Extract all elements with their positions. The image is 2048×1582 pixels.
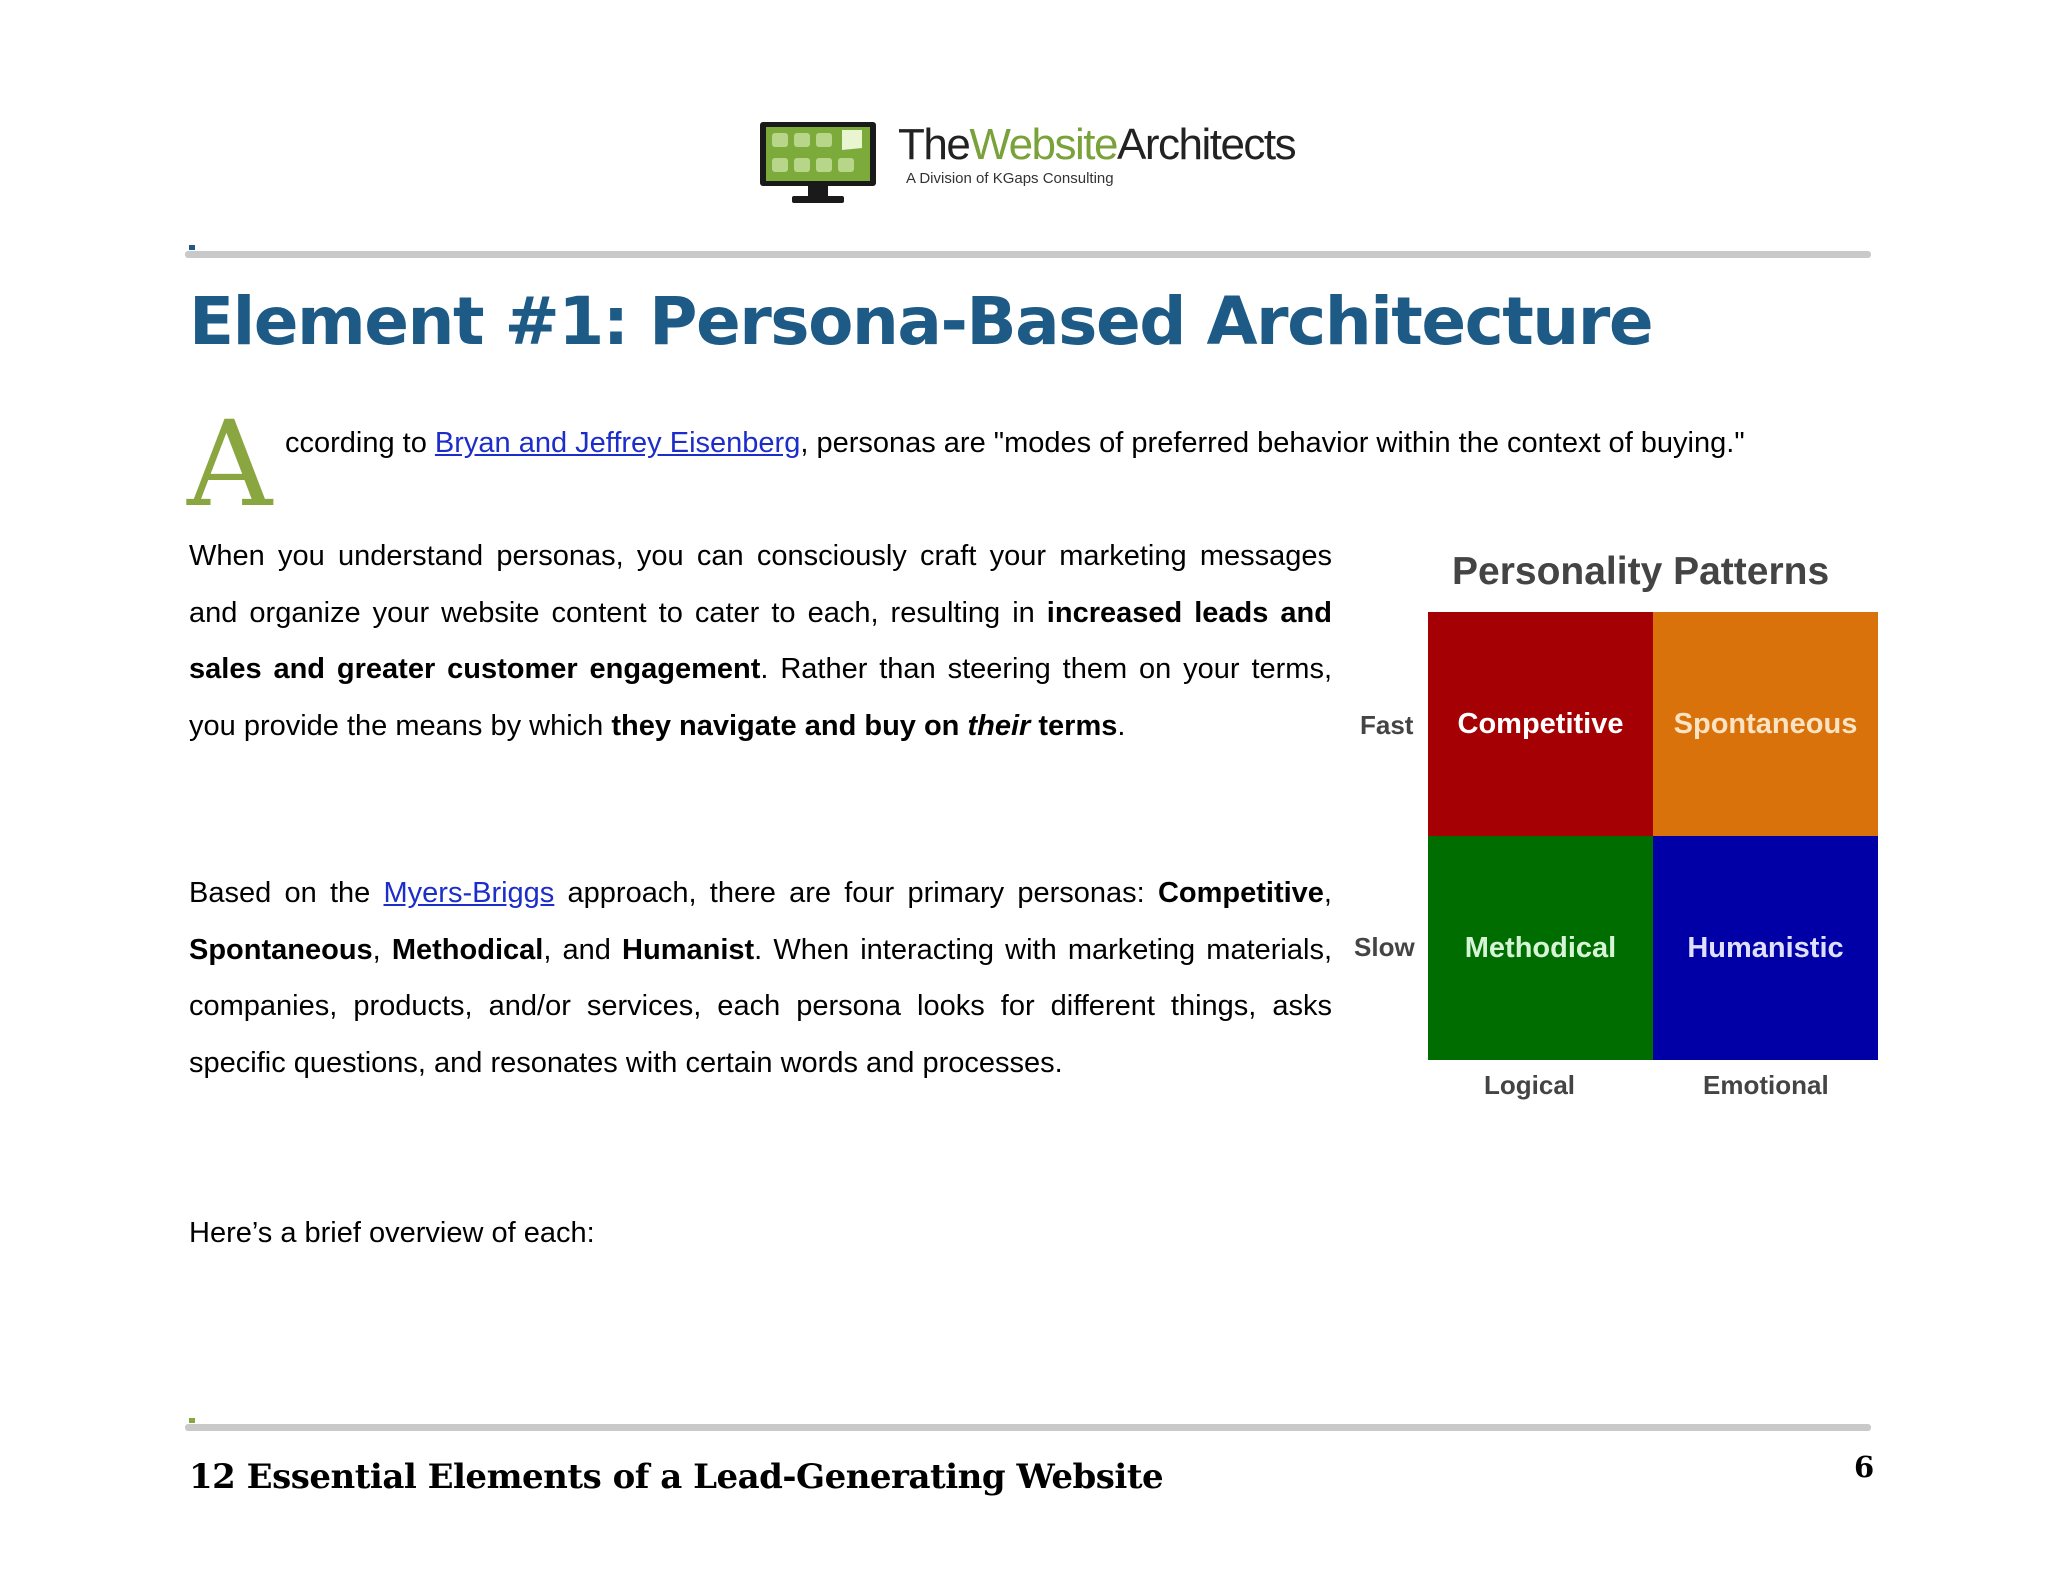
- p2-text-2: approach, there are four primary personas:: [554, 877, 1158, 909]
- cell-spontaneous: Spontaneous: [1653, 612, 1878, 836]
- p1-italic-their: their: [967, 709, 1031, 742]
- paragraph-personas: [189, 528, 1332, 754]
- row-label-fast: Fast: [1360, 710, 1414, 740]
- p1-bold-navigate: they navigate and buy on their terms: [611, 709, 1118, 742]
- col-label-logical: Logical: [1484, 1070, 1576, 1100]
- logo-subtitle: A Division of KGaps Consulting: [906, 170, 1114, 187]
- diagram-title: Personality Patterns: [1452, 550, 1830, 593]
- header-divider: [185, 251, 1871, 258]
- cell-competitive: Competitive: [1428, 612, 1653, 836]
- footer-divider: [185, 1424, 1871, 1431]
- cell-methodical: Methodical: [1428, 836, 1653, 1060]
- monitor-logo-icon: [758, 120, 878, 206]
- intro-text-end: , personas are "modes of preferred behavior within the context of buying.": [800, 427, 1745, 459]
- intro-line: [285, 427, 1745, 460]
- p1-period: .: [1117, 709, 1126, 742]
- p2-text-3: . When interacting with marketing materials, companies, products, and/or services, each persona looks for different things, asks specific questions, and resonates with certain words and processes.: [189, 933, 1333, 1079]
- page-number: 6: [1854, 1450, 1875, 1484]
- paragraph-overview: Here’s a brief overview of each:: [189, 1217, 595, 1249]
- p1-text: When you understand personas, you can consciously craft your marketing messages and organize your website content to cater to each, resulting in: [189, 540, 1332, 629]
- header-rule-marker: [189, 245, 195, 250]
- persona-spontaneous: Spontaneous: [189, 933, 373, 966]
- paragraph-myers-briggs: Based on the Myers-Briggs approach, there are four primary personas: Competitive, Spontaneous, Methodical, and Humanist. When interacting with marketing materials, companies, products, and/or services, each persona looks for different things, asks specific questions, and resonates with certain words and processes.: [189, 877, 1333, 1079]
- page-title: Element #1: Persona-Based Architecture: [189, 283, 1653, 360]
- personality-patterns-diagram: [1340, 540, 1880, 1110]
- logo-wordmark: TheWebsiteArchitects: [898, 120, 1296, 169]
- footer-rule-marker: [189, 1418, 195, 1423]
- row-label-slow: Slow: [1354, 932, 1415, 962]
- p1-bold-leads: increased leads and sales and greater customer engagement: [189, 596, 1332, 685]
- eisenberg-link[interactable]: Bryan and Jeffrey Eisenberg: [434, 427, 801, 459]
- site-logo: [758, 118, 1318, 210]
- persona-methodical: Methodical: [391, 933, 544, 966]
- myers-briggs-link[interactable]: Myers-Briggs: [383, 877, 555, 909]
- p2-text: Based on the: [189, 877, 384, 909]
- persona-competitive: Competitive: [1157, 877, 1324, 909]
- footer-title: 12 Essential Elements of a Lead-Generating Website: [189, 1457, 1164, 1497]
- drop-cap: A: [187, 395, 273, 533]
- p1-text-2: . Rather than steering them on your terms, you provide the means by which: [189, 653, 1333, 742]
- col-label-emotional: Emotional: [1703, 1070, 1829, 1100]
- intro-text-start: ccording to: [285, 427, 435, 459]
- cell-humanistic: Humanistic: [1653, 836, 1878, 1060]
- persona-humanist: Humanist: [622, 933, 755, 966]
